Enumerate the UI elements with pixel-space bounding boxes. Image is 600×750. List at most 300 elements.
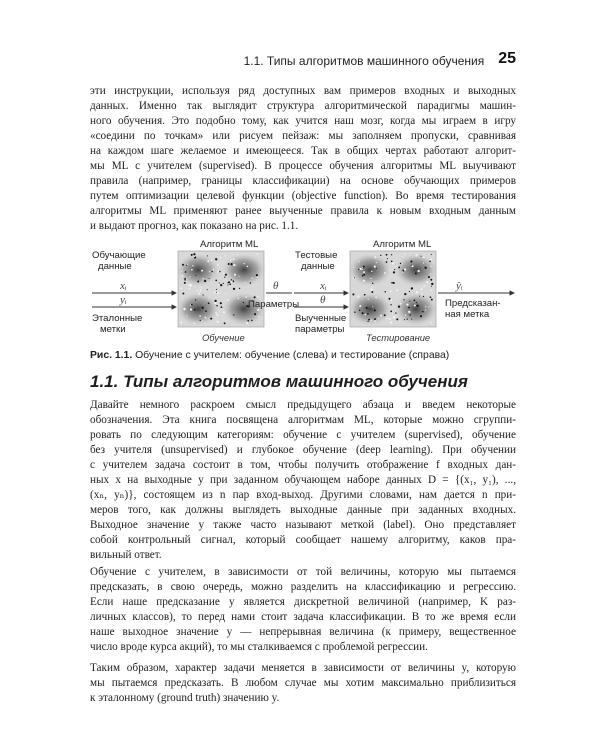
scatter-dot — [410, 261, 412, 263]
scatter-dot — [197, 281, 199, 283]
scatter-dot — [183, 308, 185, 310]
scatter-dot — [202, 321, 203, 322]
scatter-dot — [198, 293, 200, 295]
scatter-dot — [190, 308, 192, 310]
right-subtitle: Тестирование — [366, 332, 431, 343]
scatter-dot — [404, 319, 405, 320]
scatter-dot — [359, 309, 361, 311]
scatter-dot — [409, 301, 410, 302]
scatter-dot — [371, 270, 373, 272]
scatter-dot — [188, 285, 190, 287]
text-line: ного обучения. Это подобно тому, как учится наш мозг, когда мы играем в игру — [90, 115, 516, 127]
left-x-symbol: xᵢ — [120, 280, 127, 292]
scatter-dot — [182, 293, 184, 295]
scatter-dot — [207, 260, 209, 262]
section-title: 1.1. Типы алгоритмов машинного обучения — [90, 372, 468, 391]
scatter-dot — [200, 320, 201, 321]
scatter-dot — [182, 275, 184, 277]
scatter-dot — [358, 269, 359, 270]
scatter-dot — [184, 278, 185, 279]
scatter-dot — [375, 297, 377, 299]
scatter-dot — [353, 267, 354, 268]
scatter-dot — [256, 253, 257, 254]
scatter-dot — [370, 278, 371, 279]
scatter-dot — [256, 274, 258, 276]
scatter-dot — [403, 299, 404, 300]
scatter-dot — [231, 279, 232, 280]
scatter-dot — [220, 302, 222, 304]
scatter-dot — [215, 312, 217, 314]
scatter-dot — [406, 303, 408, 305]
scatter-dot — [431, 299, 433, 301]
scatter-dot — [204, 317, 206, 319]
scatter-dot — [405, 253, 407, 255]
scatter-dot — [223, 311, 225, 313]
scatter-dot — [220, 306, 222, 308]
scatter-dot — [376, 262, 377, 263]
text-line: путем оптимизации целевой функции (objective function). Во время тестирования — [90, 190, 516, 202]
scatter-dot — [233, 288, 235, 290]
scatter-dot — [252, 293, 253, 294]
scatter-dot — [244, 263, 245, 264]
scatter-dot — [400, 263, 401, 264]
scatter-dot — [402, 263, 403, 264]
scatter-dot — [214, 292, 216, 294]
scatter-dot — [229, 283, 231, 285]
scatter-dot — [207, 255, 208, 256]
scatter-dot — [185, 271, 187, 273]
scatter-dot — [362, 269, 363, 270]
scatter-dot — [214, 300, 216, 302]
scatter-dot — [238, 298, 239, 299]
scatter-dot — [223, 273, 224, 274]
scatter-dot — [430, 296, 432, 298]
scatter-dot — [428, 276, 430, 278]
scatter-dot — [416, 305, 417, 306]
text-line: меров того, как должны выглядеть выходные данные при заданных входных. — [90, 504, 516, 516]
scatter-dot — [386, 254, 388, 256]
scatter-dot — [380, 255, 381, 256]
scatter-dot — [421, 293, 422, 294]
figure-caption-text: Обучение с учителем: обучение (слева) и тестирование (справа) — [132, 350, 450, 361]
right-yhat-symbol: ŷᵢ — [456, 280, 463, 292]
scatter-dot — [352, 293, 354, 295]
scatter-dot — [204, 323, 205, 324]
scatter-dot — [431, 322, 432, 323]
text-line: вильный ответ. — [90, 549, 162, 561]
scatter-dot — [233, 259, 235, 261]
right-x-symbol: xᵢ — [320, 280, 327, 292]
scatter-dot — [230, 260, 231, 261]
scatter-dot — [384, 314, 386, 316]
scatter-dot — [216, 305, 217, 306]
paragraph-3 — [90, 565, 516, 655]
scatter-dot — [224, 322, 226, 324]
scatter-dot — [423, 262, 424, 263]
scatter-dot — [191, 254, 193, 256]
text-line: Выходное значение y также часто называют меткой (label). Оно представляет — [90, 519, 516, 531]
scatter-dot — [219, 282, 220, 283]
scatter-dot — [392, 262, 394, 264]
scatter-dot — [420, 288, 422, 290]
scatter-dot — [211, 259, 213, 261]
scatter-dot — [414, 305, 416, 307]
scatter-dot — [430, 279, 432, 281]
scatter-dot — [390, 304, 391, 305]
scatter-dot — [409, 314, 411, 316]
scatter-dot — [220, 257, 221, 258]
scatter-dot — [387, 258, 388, 259]
scatter-dot — [424, 267, 426, 269]
scatter-dot — [189, 276, 190, 277]
scatter-dot — [257, 296, 258, 297]
paragraph-2 — [90, 398, 516, 563]
scatter-dot — [220, 293, 221, 294]
right-learned-line1: Выученные — [295, 313, 347, 324]
scatter-dot — [233, 314, 234, 315]
right-decision-plot — [348, 251, 438, 327]
scatter-dot — [208, 302, 210, 304]
scatter-dot — [372, 283, 373, 284]
scatter-dot — [374, 256, 376, 258]
scatter-dot — [423, 256, 425, 258]
scatter-dot — [359, 305, 361, 307]
scatter-dot — [363, 266, 365, 268]
scatter-dot — [195, 275, 196, 276]
scatter-dot — [196, 290, 197, 291]
text-line: «соедини по точкам» или рисуем пейзаж: мы заполняем пропуски, сравнивая — [90, 130, 516, 142]
scatter-dot — [234, 274, 236, 276]
scatter-dot — [212, 273, 213, 274]
text-line: личных классов), то перед нами стоит задача классификации. В то же время если — [90, 611, 516, 623]
scatter-dot — [386, 261, 388, 263]
scatter-dot — [374, 318, 376, 320]
scatter-dot — [254, 313, 256, 315]
scatter-dot — [365, 314, 367, 316]
scatter-dot — [391, 254, 392, 255]
scatter-dot — [182, 264, 184, 266]
scatter-dot — [208, 298, 209, 299]
scatter-dot — [194, 256, 195, 257]
scatter-dot — [393, 282, 395, 284]
scatter-dot — [237, 254, 238, 255]
scatter-dot — [180, 287, 182, 289]
text-line: Если наше предсказание y является дискретной величиной (например, K раз- — [90, 596, 516, 608]
left-params-label: Параметры — [248, 299, 300, 310]
right-input-label-line2: данные — [301, 261, 335, 272]
scatter-dot — [414, 300, 416, 302]
left-y-symbol: yᵢ — [120, 294, 127, 306]
text-line: ровать по следующим категориям: обучение с учителем (supervised), обучение — [90, 429, 516, 441]
scatter-dot — [374, 320, 376, 322]
scatter-dot — [374, 309, 376, 311]
scatter-dot — [416, 291, 418, 293]
scatter-dot — [209, 271, 210, 272]
scatter-dot — [245, 282, 246, 283]
scatter-dot — [390, 291, 392, 293]
right-pred-line1: Предсказан- — [445, 298, 501, 309]
left-decision-plot — [176, 251, 266, 327]
scatter-dot — [423, 286, 425, 288]
left-input-label-line2: данные — [98, 261, 132, 272]
page-number: 25 — [498, 50, 516, 67]
scatter-dot — [430, 273, 431, 274]
scatter-dot — [431, 283, 433, 285]
text-line: (xₙ, yₙ)}, состоящем из n пар вход-выход. Другими словами, нам дается n при- — [90, 489, 516, 501]
scatter-dot — [411, 319, 412, 320]
left-theta-symbol: θ — [273, 280, 279, 292]
scatter-dot — [387, 318, 388, 319]
scatter-dot — [202, 278, 203, 279]
scatter-dot — [389, 269, 390, 270]
scatter-dot — [201, 287, 202, 288]
scatter-dot — [385, 291, 387, 293]
scatter-dot — [243, 302, 244, 303]
scatter-dot — [201, 270, 203, 272]
scatter-dot — [391, 260, 393, 262]
scatter-dot — [189, 288, 191, 290]
text-line: данных. Именно так выглядит структура алгоритмической парадигмы машин- — [90, 100, 516, 112]
scatter-dot — [216, 314, 218, 316]
scatter-dot — [395, 312, 396, 313]
scatter-dot — [217, 321, 219, 323]
running-header — [90, 44, 516, 68]
scatter-dot — [380, 315, 382, 317]
left-algorithm-title: Алгоритм ML — [200, 239, 259, 250]
scatter-dot — [363, 274, 365, 276]
text-line: мы ML с учителем (supervised). В процессе обучения алгоритмы ML выучивают — [90, 160, 516, 172]
scatter-dot — [220, 284, 222, 286]
scatter-dot — [182, 271, 183, 272]
scatter-dot — [191, 269, 193, 271]
scatter-dot — [415, 254, 417, 256]
scatter-dot — [408, 311, 409, 312]
scatter-dot — [363, 271, 365, 273]
scatter-dot — [360, 268, 362, 270]
scatter-dot — [367, 321, 368, 322]
scatter-dot — [195, 299, 196, 300]
scatter-dot — [393, 316, 395, 318]
scatter-dot — [404, 268, 406, 270]
paragraph-1 — [90, 84, 516, 234]
scatter-dot — [391, 282, 393, 284]
scatter-dot — [209, 278, 210, 279]
right-learned-line2: параметры — [295, 324, 345, 335]
scatter-dot — [214, 302, 216, 304]
scatter-dot — [422, 311, 424, 313]
right-input-label-line1: Тестовые — [295, 250, 338, 261]
scatter-dot — [258, 316, 259, 317]
scatter-dot — [215, 280, 217, 282]
scatter-dot — [227, 299, 229, 301]
scatter-dot — [400, 303, 402, 305]
scatter-dot — [415, 273, 417, 275]
scatter-dot — [396, 289, 398, 291]
scatter-dot — [405, 315, 406, 316]
scatter-dot — [393, 271, 395, 273]
scatter-dot — [225, 293, 226, 294]
scatter-dot — [215, 258, 217, 260]
scatter-dot — [229, 280, 230, 281]
scatter-dot — [231, 281, 233, 283]
right-theta-symbol: θ — [320, 294, 326, 306]
left-label-line1: Эталонные — [92, 313, 143, 324]
scatter-dot — [224, 276, 225, 277]
scatter-dot — [423, 296, 424, 297]
scatter-dot — [408, 307, 410, 309]
text-line: Таким образом, характер задачи меняется в зависимости от величины y, которую — [90, 662, 516, 674]
scatter-dot — [425, 306, 426, 307]
scatter-dot — [431, 254, 432, 255]
scatter-dot — [219, 271, 221, 273]
scatter-dot — [370, 319, 372, 321]
scatter-dot — [412, 265, 414, 267]
scatter-dot — [420, 315, 422, 317]
scatter-dot — [186, 265, 187, 266]
scatter-dot — [217, 271, 219, 273]
scatter-dot — [425, 310, 426, 311]
scatter-dot — [362, 275, 364, 277]
scatter-dot — [362, 312, 364, 314]
scatter-dot — [227, 284, 228, 285]
scatter-dot — [371, 291, 373, 293]
text-line: число вроде курса акций), то мы сталкиваемся с проблемой регрессии. — [90, 641, 428, 653]
text-line: наше выходное значение y — непрерывная величина (к примеру, вещественное — [90, 626, 516, 638]
scatter-dot — [216, 292, 217, 293]
scatter-dot — [230, 263, 232, 265]
text-line: эти инструкции, используя ряд доступных вам примеров входных и выходных — [90, 85, 516, 97]
scatter-dot — [210, 318, 212, 320]
scatter-dot — [420, 256, 421, 257]
scatter-dot — [426, 281, 428, 283]
scatter-dot — [257, 289, 258, 290]
text-line: Обучение с учителем, в зависимости от той величины, которую мы пытаемся — [90, 566, 516, 578]
scatter-dot — [390, 321, 392, 323]
text-line: обозначения. Эта книга посвящена алгоритмам ML, которые можно сгруппи- — [90, 414, 516, 426]
scatter-dot — [199, 315, 201, 317]
scatter-dot — [396, 318, 398, 320]
scatter-dot — [233, 254, 234, 255]
scatter-dot — [358, 261, 359, 262]
scatter-dot — [187, 264, 188, 265]
scatter-dot — [203, 294, 204, 295]
scatter-dot — [390, 299, 392, 301]
scatter-dot — [372, 306, 373, 307]
scatter-dot — [357, 296, 359, 298]
scatter-dot — [247, 266, 248, 267]
scatter-dot — [194, 322, 196, 324]
scatter-dot — [204, 280, 206, 282]
scatter-dot — [246, 322, 248, 324]
scatter-dot — [367, 313, 369, 315]
scatter-dot — [191, 304, 193, 306]
scatter-dot — [354, 311, 355, 312]
scatter-dot — [384, 272, 386, 274]
scatter-dot — [251, 320, 253, 322]
figure-caption — [90, 350, 516, 361]
scatter-dot — [398, 266, 400, 268]
scatter-dot — [238, 276, 239, 277]
scatter-dot — [193, 253, 195, 255]
scatter-dot — [389, 318, 391, 320]
scatter-dot — [428, 306, 429, 307]
left-label-line2: метки — [100, 324, 126, 335]
scatter-dot — [247, 320, 249, 322]
scatter-dot — [187, 315, 188, 316]
scatter-dot — [211, 271, 212, 272]
scatter-dot — [398, 305, 400, 307]
running-header-title: 1.1. Типы алгоритмов машинного обучения — [243, 54, 485, 68]
scatter-dot — [376, 268, 377, 269]
right-algorithm-title: Алгоритм ML — [373, 239, 432, 250]
scatter-dot — [409, 291, 410, 292]
scatter-dot — [228, 263, 230, 265]
scatter-dot — [180, 322, 182, 324]
scatter-dot — [192, 265, 193, 266]
scatter-dot — [354, 277, 355, 278]
supervised-learning-figure — [90, 237, 516, 347]
scatter-dot — [388, 298, 390, 300]
scatter-dot — [363, 280, 365, 282]
text-line: правила (например, границы классификации) на основе обучающих примеров — [90, 175, 516, 187]
text-line: предсказать, в свою очередь, можно разделить на классификацию и регрессию. — [90, 581, 516, 593]
scatter-dot — [205, 310, 207, 312]
left-subtitle: Обучение — [202, 332, 245, 343]
text-line: к эталонному (ground truth) значению y. — [90, 692, 280, 704]
scatter-dot — [184, 282, 186, 284]
scatter-dot — [225, 255, 226, 256]
figure-caption-prefix: Рис. 1.1. — [90, 350, 133, 361]
scatter-dot — [404, 293, 406, 295]
text-line: ных x на выходные y при заданном обучающем наборе данных D = {(x₁, y₁), ..., — [90, 474, 516, 486]
scatter-dot — [366, 307, 368, 309]
scatter-dot — [364, 294, 366, 296]
scatter-dot — [216, 289, 217, 290]
right-pred-line2: ная метка — [445, 309, 490, 320]
scatter-dot — [419, 296, 420, 297]
scatter-dot — [368, 319, 370, 321]
scatter-dot — [217, 264, 219, 266]
scatter-dot — [370, 289, 372, 291]
text-line: на каждом шаге желаемое и имеющееся. Так в общих чертах работают алгорит- — [90, 145, 516, 157]
scatter-dot — [251, 277, 252, 278]
scatter-dot — [213, 269, 215, 271]
scatter-dot — [394, 269, 395, 270]
paragraph-4 — [90, 661, 516, 706]
scatter-dot — [407, 318, 408, 319]
scatter-dot — [218, 284, 220, 286]
scatter-dot — [223, 283, 224, 284]
scatter-dot — [250, 282, 252, 284]
scatter-dot — [429, 260, 431, 262]
left-input-label-line1: Обучающие — [92, 250, 146, 261]
scatter-dot — [245, 296, 247, 298]
scatter-dot — [417, 270, 419, 272]
scatter-dot — [378, 317, 379, 318]
scatter-dot — [390, 311, 392, 313]
scatter-dot — [416, 302, 417, 303]
text-line: мы пытаемся предсказать. В любом случае мы хотим максимально приблизиться — [90, 677, 516, 689]
scatter-dot — [233, 264, 235, 266]
text-line: без учителя (unsupervised) и глубокое обучение (deep learning). При обучении — [90, 444, 516, 456]
scatter-dot — [194, 309, 196, 311]
scatter-dot — [372, 287, 373, 288]
scatter-dot — [374, 266, 376, 268]
scatter-dot — [411, 287, 413, 289]
text-line: с учителем задача состоит в том, чтобы получить отображение f входных дан- — [90, 459, 516, 471]
scatter-dot — [431, 290, 433, 292]
scatter-dot — [207, 289, 208, 290]
